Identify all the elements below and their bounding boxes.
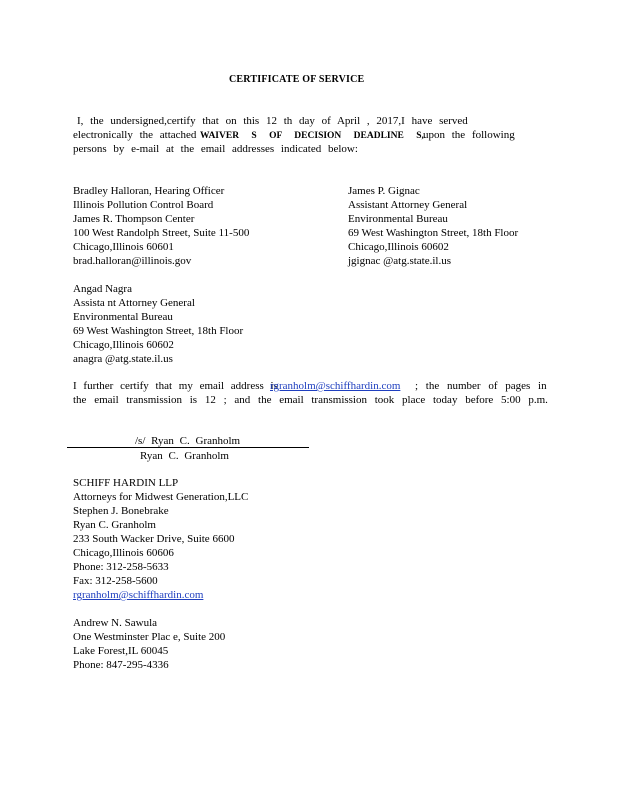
recipient-line: Chicago,Illinois 60601 [73, 241, 174, 253]
firm-line: Ryan C. Granholm [73, 519, 156, 531]
recipient-email: anagra @atg.state.il.us [73, 353, 173, 365]
recipient-line: Illinois Pollution Control Board [73, 199, 214, 211]
recipient-block-nagra [73, 282, 243, 366]
recipient-line: 69 West Washington Street, 18th Floor [73, 325, 244, 337]
intro-line-2-end: upon the following [423, 129, 515, 141]
firm-line: Phone: 312-258-5633 [73, 561, 169, 573]
cocounsel-line: Lake Forest,IL 60045 [73, 645, 169, 657]
document-title-reference: WAIVER S OF DECISION DEADLINE S, [200, 131, 424, 141]
page-title: CERTIFICATE OF SERVICE [229, 74, 365, 85]
recipient-line: James R. Thompson Center [73, 213, 195, 225]
recipient-line: Assistant Attorney General [348, 199, 468, 211]
cocounsel-line: One Westminster Plac e, Suite 200 [73, 631, 226, 643]
firm-line: Attorneys for Midwest Generation,LLC [73, 491, 249, 503]
cocounsel-block [73, 616, 225, 672]
recipient-line: Chicago,Illinois 60602 [348, 241, 449, 253]
firm-line: 233 South Wacker Drive, Suite 6600 [73, 533, 235, 545]
recipient-email: brad.halloran@illinois.gov [73, 255, 192, 267]
intro-line-3: persons by e-mail at the email addresses indicated below: [73, 143, 358, 155]
recipient-line: Environmental Bureau [73, 311, 173, 323]
firm-line: Fax: 312-258-5600 [73, 575, 158, 587]
firm-line: SCHIFF HARDIN LLP [73, 477, 179, 489]
cocounsel-line: Andrew N. Sawula [73, 617, 158, 629]
firm-block [73, 476, 248, 602]
signature-printed: Ryan C. Granholm [140, 450, 229, 462]
recipient-name: Bradley Halloran, Hearing Officer [73, 185, 225, 197]
further-line-1-end: ; the number of pages in [415, 380, 547, 392]
further-line-1-start: I further certify that my email address is [73, 380, 278, 392]
recipient-line: Assista nt Attorney General [73, 297, 195, 309]
intro-line-1: I, the undersigned,certify that on this 12 th day of April , 2017,I have served [77, 115, 468, 127]
recipient-line: 100 West Randolph Street, Suite 11-500 [73, 227, 250, 239]
recipient-line: Environmental Bureau [348, 213, 448, 225]
recipient-line: Chicago,Illinois 60602 [73, 339, 174, 351]
recipient-email: jgignac @atg.state.il.us [348, 255, 451, 267]
further-line-2: the email transmission is 12 ; and the email transmission took place today before 5:00 p.m. [73, 394, 548, 406]
recipient-name: Angad Nagra [73, 283, 132, 295]
recipient-name: James P. Gignac [348, 185, 420, 197]
signature-signed: /s/ Ryan C. Granholm [135, 435, 241, 447]
firm-line: Chicago,Illinois 60606 [73, 547, 174, 559]
cocounsel-line: Phone: 847-295-4336 [73, 659, 169, 671]
firm-email-link[interactable]: rgranholm@schiffhardin.com [73, 589, 204, 601]
recipient-block-halloran [73, 184, 249, 268]
intro-line-2-start: electronically the attached [73, 129, 197, 141]
firm-line: Stephen J. Bonebrake [73, 505, 169, 517]
recipient-line: 69 West Washington Street, 18th Floor [348, 227, 519, 239]
recipient-block-gignac [348, 184, 518, 268]
signer-email-link[interactable]: rgranholm@schiffhardin.com [270, 380, 401, 392]
